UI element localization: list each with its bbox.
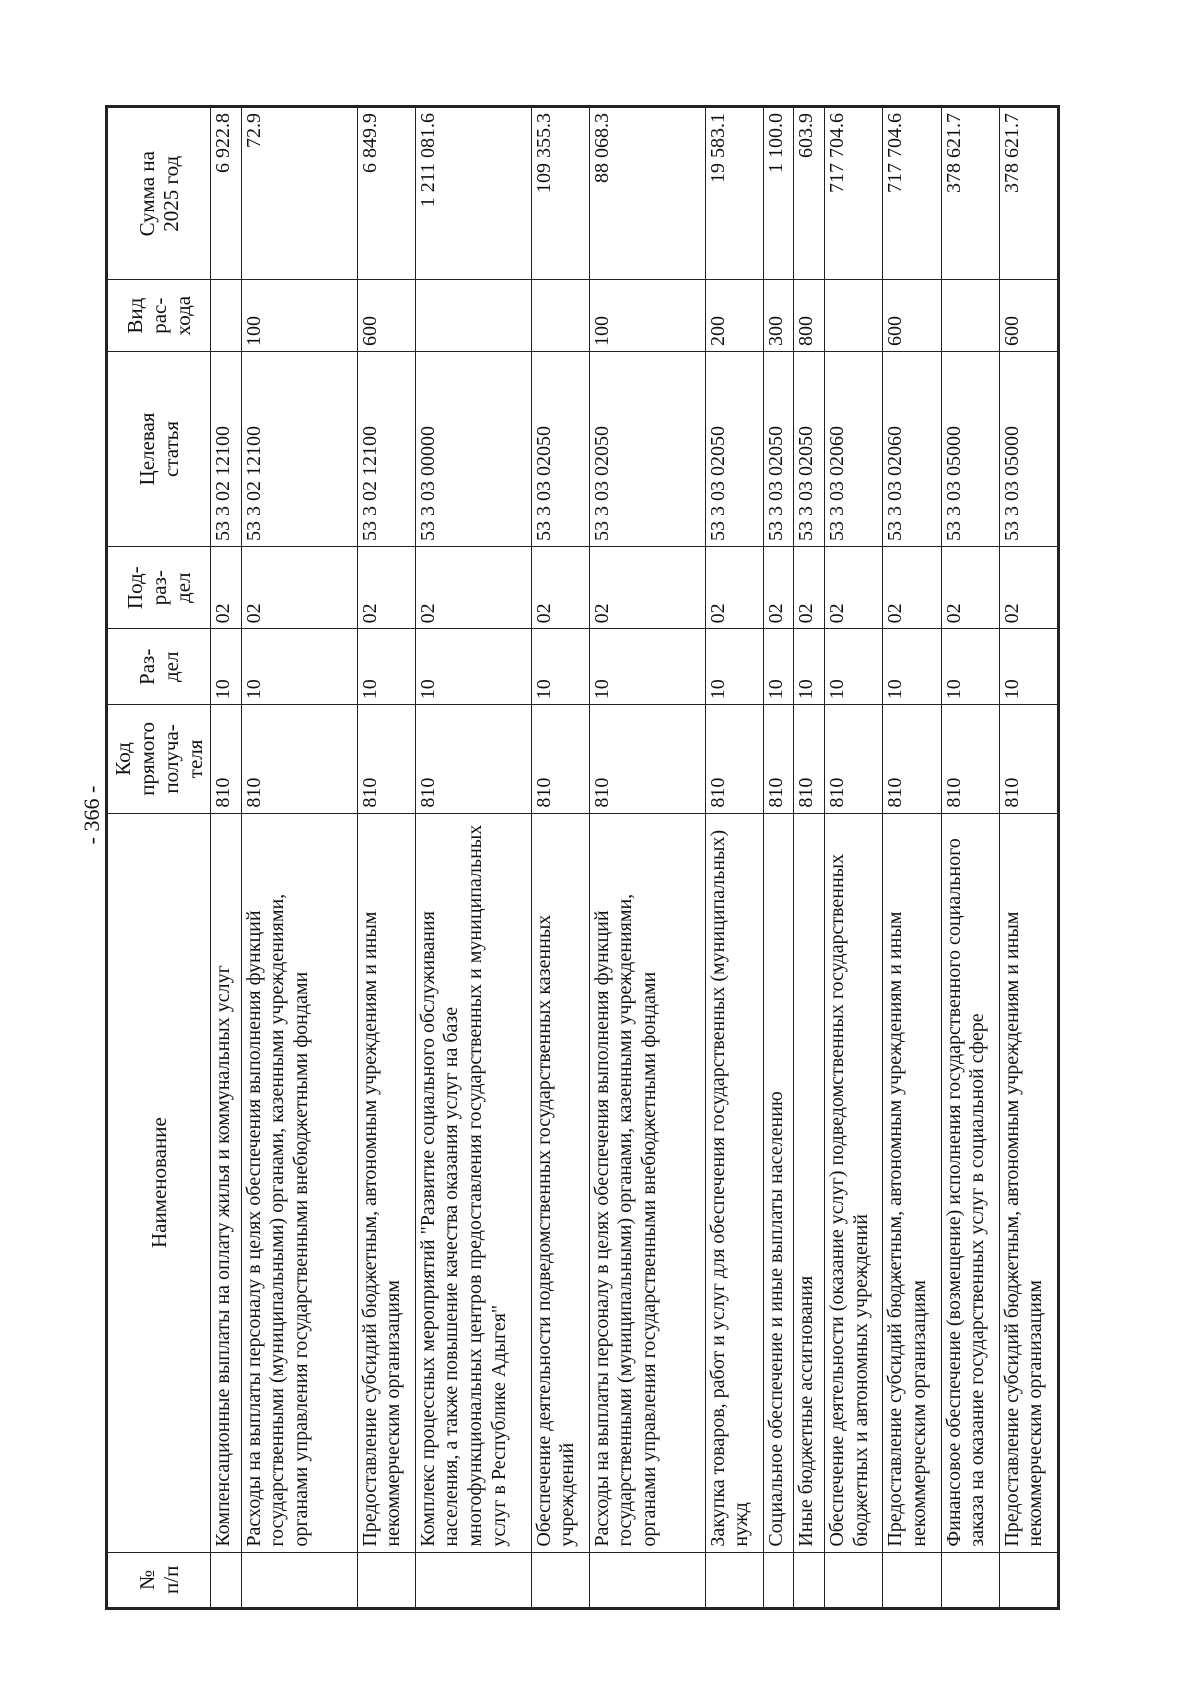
header-subsection [107, 547, 211, 629]
cell-recipient-code: 810 [999, 705, 1058, 813]
cell-subsection: 02 [883, 547, 941, 629]
table-row [705, 107, 763, 1609]
cell-subsection: 02 [705, 547, 763, 629]
cell-name: Комплекс процессных мероприятий "Развитие социального обслуживания населения, а также повышение качества оказания услуг на базе многофункциональных центров предоставления государственных и муниципальных услуг в Республике Адыгея" [415, 813, 531, 1552]
header-num [107, 1552, 211, 1608]
cell-subsection: 02 [415, 547, 531, 629]
cell-amount: 88 068.3 [589, 107, 705, 280]
cell-name: Расходы на выплаты персоналу в целях обеспечения выполнения функций государственными (муниципальными) органами, казенными учреждениями, органами управления государственными внебюджетными фондами [589, 813, 705, 1552]
cell-subsection: 02 [589, 547, 705, 629]
cell-num [415, 1552, 531, 1608]
table-row [357, 107, 415, 1609]
cell-name: Обеспечение деятельности (оказание услуг) подведомственных государственных бюджетных и автономных учреждений [825, 813, 883, 1552]
cell-recipient-code: 810 [357, 705, 415, 813]
cell-recipient-code: 810 [763, 705, 794, 813]
header-target [107, 351, 211, 546]
table-row [211, 107, 242, 1609]
cell-target: 53 3 03 02050 [763, 351, 794, 546]
cell-target: 53 3 03 02050 [794, 351, 825, 546]
cell-section: 10 [705, 629, 763, 705]
cell-target: 53 3 02 12100 [357, 351, 415, 546]
cell-recipient-code: 810 [941, 705, 999, 813]
cell-name: Иные бюджетные ассигнования [794, 813, 825, 1552]
cell-expense-type: 100 [589, 280, 705, 352]
cell-section: 10 [763, 629, 794, 705]
cell-expense-type [941, 280, 999, 352]
cell-amount: 109 355.3 [531, 107, 589, 280]
header-num-label: № п/п [134, 1565, 183, 1594]
cell-expense-type: 300 [763, 280, 794, 352]
header-subsection-label: Под- раз- дел [122, 566, 196, 610]
cell-section: 10 [357, 629, 415, 705]
cell-target: 53 3 03 05000 [941, 351, 999, 546]
header-name [107, 813, 211, 1552]
cell-expense-type: 800 [794, 280, 825, 352]
cell-expense-type [211, 280, 242, 352]
cell-subsection: 02 [241, 547, 357, 629]
cell-section: 10 [241, 629, 357, 705]
document-sheet [105, 105, 1060, 1610]
cell-num [825, 1552, 883, 1608]
cell-target: 53 3 03 02050 [705, 351, 763, 546]
cell-name: Социальное обеспечение и иные выплаты населению [763, 813, 794, 1552]
cell-expense-type: 200 [705, 280, 763, 352]
cell-num [531, 1552, 589, 1608]
cell-section: 10 [883, 629, 941, 705]
header-amount [107, 107, 211, 280]
cell-section: 10 [941, 629, 999, 705]
table-row [825, 107, 883, 1609]
cell-target: 53 3 03 02050 [531, 351, 589, 546]
cell-amount: 717 704.6 [825, 107, 883, 280]
cell-amount: 378 621.7 [999, 107, 1058, 280]
cell-section: 10 [999, 629, 1058, 705]
table-row [531, 107, 589, 1609]
cell-recipient-code: 810 [211, 705, 242, 813]
cell-subsection: 02 [357, 547, 415, 629]
cell-num [211, 1552, 242, 1608]
cell-target: 53 3 03 05000 [999, 351, 1058, 546]
cell-name: Расходы на выплаты персоналу в целях обеспечения выполнения функций государственными (муниципальными) органами, казенными учреждениями, органами управления государственными внебюджетными фондами [241, 813, 357, 1552]
header-recipient-code [107, 705, 211, 813]
cell-num [763, 1552, 794, 1608]
cell-amount: 1 100.0 [763, 107, 794, 280]
cell-amount: 19 583.1 [705, 107, 763, 280]
cell-name: Компенсационные выплаты на оплату жилья и коммунальных услуг [211, 813, 242, 1552]
table-row [763, 107, 794, 1609]
cell-num [883, 1552, 941, 1608]
cell-recipient-code: 810 [883, 705, 941, 813]
cell-recipient-code: 810 [415, 705, 531, 813]
cell-target: 53 3 03 02050 [589, 351, 705, 546]
cell-expense-type: 600 [999, 280, 1058, 352]
cell-name: Обеспечение деятельности подведомственных государственных казенных учреждений [531, 813, 589, 1552]
page-number: - 366 - [79, 785, 104, 845]
cell-target: 53 3 02 12100 [211, 351, 242, 546]
cell-amount: 717 704.6 [883, 107, 941, 280]
cell-name: Предоставление субсидий бюджетным, автономным учреждениям и иным некоммерческим организациям [883, 813, 941, 1552]
cell-expense-type: 100 [241, 280, 357, 352]
cell-amount: 72.9 [241, 107, 357, 280]
cell-recipient-code: 810 [241, 705, 357, 813]
header-expense-type-label: Вид рас- хода [122, 295, 196, 336]
cell-recipient-code: 810 [794, 705, 825, 813]
cell-target: 53 3 03 00000 [415, 351, 531, 546]
cell-expense-type [531, 280, 589, 352]
cell-expense-type: 600 [883, 280, 941, 352]
cell-num [241, 1552, 357, 1608]
table-row [941, 107, 999, 1609]
header-section-label: Раз- дел [134, 648, 183, 685]
cell-target: 53 3 03 02060 [825, 351, 883, 546]
cell-expense-type: 600 [357, 280, 415, 352]
cell-section: 10 [211, 629, 242, 705]
cell-num [705, 1552, 763, 1608]
cell-num [941, 1552, 999, 1608]
cell-name: Финансовое обеспечение (возмещение) исполнения государственного социального заказа на оказание государственных услуг в социальной сфере [941, 813, 999, 1552]
cell-recipient-code: 810 [531, 705, 589, 813]
cell-subsection: 02 [825, 547, 883, 629]
cell-subsection: 02 [763, 547, 794, 629]
cell-amount: 6 849.9 [357, 107, 415, 280]
cell-section: 10 [415, 629, 531, 705]
header-name-label: Наименование [146, 1117, 171, 1249]
cell-num [589, 1552, 705, 1608]
cell-amount: 603.9 [794, 107, 825, 280]
cell-subsection: 02 [999, 547, 1058, 629]
cell-name: Предоставление субсидий бюджетным, автономным учреждениям и иным некоммерческим организациям [999, 813, 1058, 1552]
cell-expense-type [415, 280, 531, 352]
budget-table [105, 105, 1060, 1610]
cell-num [357, 1552, 415, 1608]
cell-amount: 1 211 081.6 [415, 107, 531, 280]
table-row [794, 107, 825, 1609]
header-recipient-code-label: Код прямого получа- теля [110, 722, 208, 796]
header-expense-type [107, 280, 211, 352]
cell-subsection: 02 [941, 547, 999, 629]
table-row [241, 107, 357, 1609]
cell-name: Закупка товаров, работ и услуг для обеспечения государственных (муниципальных) нужд [705, 813, 763, 1552]
cell-num [794, 1552, 825, 1608]
cell-section: 10 [794, 629, 825, 705]
header-target-label: Целевая статья [134, 412, 183, 486]
cell-subsection: 02 [211, 547, 242, 629]
cell-expense-type [825, 280, 883, 352]
cell-recipient-code: 810 [705, 705, 763, 813]
cell-subsection: 02 [531, 547, 589, 629]
table-row [415, 107, 531, 1609]
table-header-row [107, 107, 211, 1609]
table-row [999, 107, 1058, 1609]
cell-section: 10 [531, 629, 589, 705]
cell-recipient-code: 810 [825, 705, 883, 813]
cell-recipient-code: 810 [589, 705, 705, 813]
cell-subsection: 02 [794, 547, 825, 629]
cell-amount: 6 922.8 [211, 107, 242, 280]
cell-name: Предоставление субсидий бюджетным, автономным учреждениям и иным некоммерческим организациям [357, 813, 415, 1552]
cell-section: 10 [589, 629, 705, 705]
cell-amount: 378 621.7 [941, 107, 999, 280]
cell-target: 53 3 03 02060 [883, 351, 941, 546]
table-row [589, 107, 705, 1609]
cell-target: 53 3 02 12100 [241, 351, 357, 546]
table-row [883, 107, 941, 1609]
cell-num [999, 1552, 1058, 1608]
cell-section: 10 [825, 629, 883, 705]
header-amount-label: Сумма на 2025 год [134, 151, 183, 237]
header-section [107, 629, 211, 705]
